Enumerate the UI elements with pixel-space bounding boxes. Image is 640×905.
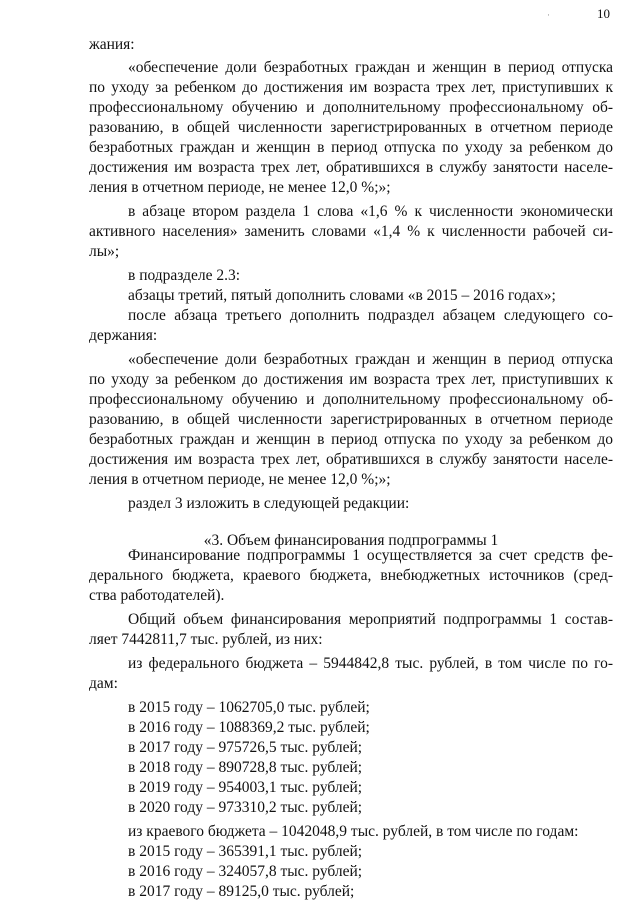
page-number: 10: [597, 6, 610, 21]
text-line: профессиональному обучению и дополнительному профессиональному об-: [89, 99, 613, 116]
text-line: в 2017 году – 975726,5 тыс. рублей;: [128, 739, 363, 756]
text-line: ляет 7442811,7 тыс. рублей, из них:: [89, 631, 323, 648]
text-line: Общий объем финансирования мероприятий подпрограммы 1 состав-: [128, 611, 613, 628]
text-line: раздел 3 изложить в следующей редакции:: [128, 495, 410, 512]
section-heading: «3. Объем финансирования подпрограммы 1: [203, 532, 499, 549]
text-line: ления в отчетном периоде, не менее 12,0 %;»;: [89, 471, 391, 488]
text-line: в 2020 году – 973310,2 тыс. рублей;: [128, 799, 363, 816]
text-line: достижения им возраста трех лет, обратившихся в службу занятости населе-: [89, 159, 613, 176]
text-line: ления в отчетном периоде, не менее 12,0 %;»;: [89, 179, 391, 196]
text-line: Финансирование подпрограммы 1 осуществляется за счет средств фе-: [128, 547, 613, 564]
text-line: безработных граждан и женщин в период отпуска по уходу за ребенком до: [89, 139, 613, 156]
text-line: дам:: [89, 675, 118, 692]
text-line: держания:: [89, 327, 158, 344]
text-line: из федерального бюджета – 5944842,8 тыс. рублей, в том числе по го-: [128, 655, 613, 672]
text-line: «обеспечение доли безработных граждан и женщин в период отпуска: [128, 351, 613, 368]
text-line: в 2018 году – 890728,8 тыс. рублей;: [128, 759, 363, 776]
text-line: достижения им возраста трех лет, обратившихся в службу занятости населе-: [89, 451, 613, 468]
text-line: в 2015 году – 1062705,0 тыс. рублей;: [128, 699, 370, 716]
text-line: в 2016 году – 1088369,2 тыс. рублей;: [128, 719, 370, 736]
text-line: активного населения» заменить словами «1,4 % к численности рабочей си-: [89, 223, 613, 240]
text-line: по уходу за ребенком до достижения им возраста трех лет, приступивших к: [89, 371, 613, 388]
text-line: в 2016 году – 324057,8 тыс. рублей;: [128, 863, 363, 880]
text-line: ства работодателей).: [89, 587, 225, 604]
text-line: в 2017 году – 89125,0 тыс. рублей;: [128, 883, 355, 900]
text-line: после абзаца третьего дополнить подраздел абзацем следующего со-: [128, 307, 613, 324]
text-line: лы»;: [89, 243, 120, 260]
top-mark: ·: [547, 10, 550, 20]
text-line: разованию, в общей численности зарегистрированных в отчетном периоде: [89, 119, 613, 136]
text-line: разованию, в общей численности зарегистрированных в отчетном периоде: [89, 411, 613, 428]
text-line: абзацы третий, пятый дополнить словами «в 2015 – 2016 годах»;: [128, 287, 556, 304]
text-line: «обеспечение доли безработных граждан и женщин в период отпуска: [128, 59, 613, 76]
text-line: безработных граждан и женщин в период отпуска по уходу за ребенком до: [89, 431, 613, 448]
text-line: в подразделе 2.3:: [128, 267, 241, 284]
text-line: в 2015 году – 365391,1 тыс. рублей;: [128, 843, 363, 860]
text-line: в 2019 году – 954003,1 тыс. рублей;: [128, 779, 363, 796]
text-line: в абзаце втором раздела 1 слова «1,6 % к численности экономически: [128, 203, 613, 220]
text-line: профессиональному обучению и дополнительному профессиональному об-: [89, 391, 613, 408]
text-line: по уходу за ребенком до достижения им возраста трех лет, приступивших к: [89, 79, 613, 96]
text-line: из краевого бюджета – 1042048,9 тыс. рублей, в том числе по годам:: [128, 823, 579, 840]
text-line: жания:: [89, 36, 135, 53]
text-line: дерального бюджета, краевого бюджета, внебюджетных источников (сред-: [89, 567, 613, 584]
